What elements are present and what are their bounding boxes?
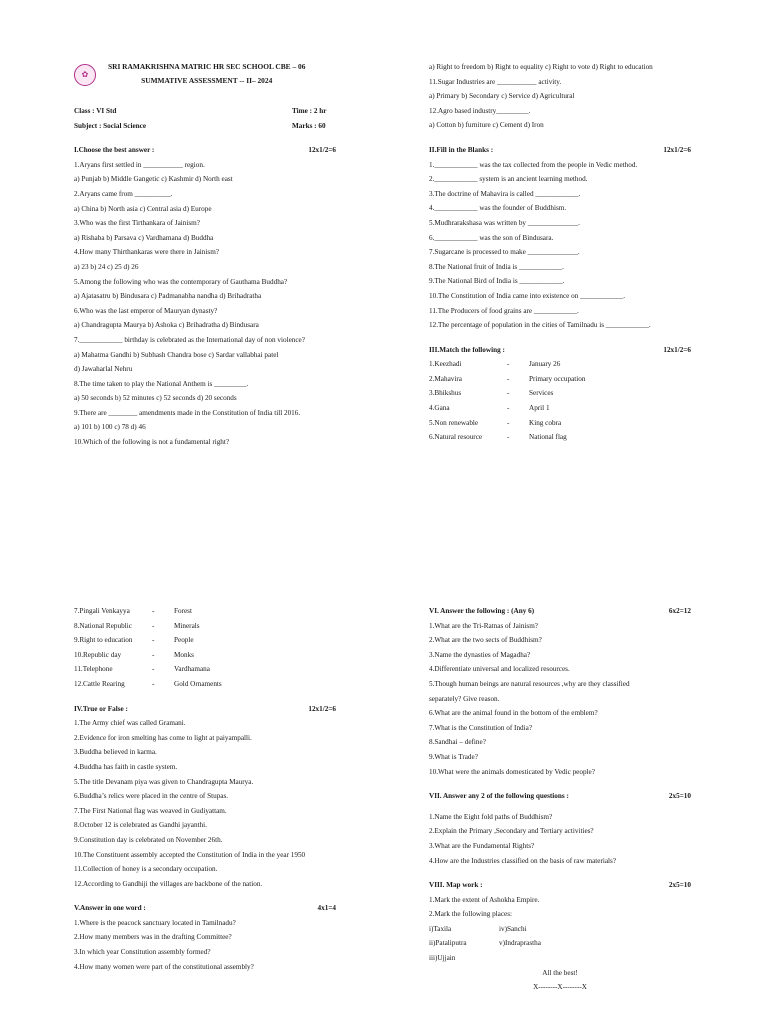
section-4-questions (74, 716, 336, 891)
section-7-title: VII. Answer any 2 of the following questions : (429, 792, 569, 801)
question-line: 3.What are the Fundamental Rights? (429, 841, 535, 850)
question-line: 8.October 12 is celebrated as Gandhi jayanthi. (74, 821, 207, 830)
section-3-title: III.Match the following : (429, 345, 505, 354)
question-line: 9.Constitution day is celebrated on November 26th. (74, 835, 223, 844)
match-row (429, 430, 691, 445)
time-label: Time : 2 hr (292, 107, 327, 115)
page1-left-column (74, 60, 336, 450)
match-row (429, 372, 691, 387)
section-2-header (429, 143, 691, 158)
match-right-item: Gold Ornaments (174, 679, 222, 688)
map-place: i)Taxila (429, 924, 452, 933)
match-dash: - (507, 389, 510, 398)
question-line: 1.Mark the extent of Ashokha Empire. (429, 895, 540, 904)
match-right-item: April 1 (529, 404, 550, 413)
match-row (429, 386, 691, 401)
section-2-title: II.Fill in the Blanks : (429, 145, 494, 154)
match-left-item: 4.Gana (429, 404, 450, 413)
school-header (74, 60, 336, 88)
question-line: a) China b) North asia c) Central asia d) Europe (74, 204, 212, 213)
match-row (74, 662, 336, 677)
match-dash: - (507, 433, 510, 442)
question-line: 12.According to Gandhiji the villages are backbone of the nation. (74, 879, 263, 888)
map-place: iii)Ujjain (429, 954, 456, 963)
section-3-match-table (429, 357, 691, 445)
class-time-row (74, 104, 336, 119)
section-4-marks: 12x1/2=6 (308, 704, 336, 713)
section-7-marks: 2x5=10 (668, 792, 691, 801)
match-right-item: King cobra (529, 418, 562, 427)
match-left-item: 9.Right to education (74, 636, 133, 645)
subject-label: Subject : Social Science (74, 121, 147, 130)
school-name: SRI RAMAKRISHNA MATRIC HR SEC SCHOOL CBE – 06 (108, 62, 306, 71)
question-line: a) 101 b) 100 c) 78 d) 46 (74, 423, 146, 432)
section-4-header (74, 702, 336, 717)
match-left-item: 6.Natural resource (429, 433, 483, 442)
section-4-title: IV.True or False : (74, 704, 128, 713)
section-3-header (429, 343, 691, 358)
page1-right-column (429, 60, 691, 445)
question-line: 10.The Constitution of India came into existence on ____________. (429, 291, 626, 300)
match-row (74, 604, 336, 619)
question-line: 1.Aryans first settled in ___________ region. (74, 160, 205, 169)
question-line: 4.____________ was the founder of Buddhism. (429, 204, 567, 213)
question-line: 10.What were the animals domesticated by Vedic people? (429, 767, 595, 776)
question-line: a) Right to freedom b) Right to equality c) Right to vote d) Right to education (429, 63, 653, 71)
section-5-marks: 4x1=4 (317, 904, 336, 913)
question-line: 9.There are ________ amendments made in the Constitution of India till 2016. (74, 408, 301, 417)
section-5-title: V.Answer in one word : (74, 904, 146, 913)
section-8-header (429, 878, 691, 893)
section-1-title: I.Choose the best answer : (74, 146, 155, 155)
question-line: 7.____________ birthday is celebrated as the International day of non violence? (74, 335, 305, 344)
question-line: 2.Explain the Primary ,Secondary and Tertiary activities? (429, 827, 594, 836)
question-line: 5.The title Devanam piya was given to Chandragupta Maurya. (74, 777, 254, 786)
page2-right-column (429, 604, 691, 995)
marks-label: Marks : 60 (292, 121, 326, 130)
section-6-title: VI. Answer the following : (Any 6) (429, 607, 535, 615)
footer-divider: X--------X--------X (533, 983, 587, 992)
match-left-item: 5.Non renewable (429, 418, 479, 427)
section-8-marks: 2x5=10 (668, 881, 691, 890)
section-5-header (74, 901, 336, 916)
question-line: 6.What are the animal found in the bottom of the emblem? (429, 709, 598, 718)
map-place-row (429, 936, 691, 951)
question-line: 2.How many members was in the drafting Committee? (74, 933, 232, 942)
question-line: 11.Collection of honey is a secondary occupation. (74, 865, 218, 874)
match-left-item: 11.Telephone (74, 665, 113, 674)
question-line: a) Mahatma Gandhi b) Subhash Chandra bose c) Sardar vallabhai patel (74, 350, 279, 359)
match-row (74, 619, 336, 634)
question-line: 6.Buddha’s relics were placed in the centre of Stupas. (74, 792, 229, 801)
question-line: 3.Name the dynasties of Magadha? (429, 650, 531, 659)
question-line: 4.How many Thirthankaras were there in Jainism? (74, 248, 219, 257)
question-line: 11.Sugar Industries are ___________ activity. (429, 77, 562, 86)
question-line: 1.The Army chief was called Gramani. (74, 719, 186, 728)
match-right-item: Vardhamana (174, 665, 210, 674)
question-line: 2.Aryans came from __________. (74, 189, 173, 198)
match-left-item: 12.Cattle Rearing (74, 679, 125, 688)
map-place: ii)Pataliputra (429, 939, 467, 948)
section-1-marks: 12x1/2=6 (308, 146, 336, 155)
question-line: a) 23 b) 24 c) 25 d) 26 (74, 262, 139, 271)
question-line: 4.Buddha has faith in castle system. (74, 762, 178, 771)
question-line: a) Punjab b) Middle Gangetic c) Kashmir d) North east (74, 175, 233, 184)
match-left-item: 2.Mahavira (429, 374, 462, 383)
match-dash: - (507, 360, 510, 369)
question-line: 4.How many women were part of the constitutional assembly? (74, 962, 254, 971)
subject-marks-row (74, 119, 336, 134)
match-right-item: Services (529, 389, 554, 398)
match-right-item: Forest (174, 607, 192, 615)
match-right-item: People (174, 636, 194, 645)
question-line: 4.How are the Industries classified on the basis of raw materials? (429, 856, 617, 865)
question-line: 12.The percentage of population in the cities of Tamilnadu is ____________. (429, 321, 651, 330)
section-8-questions (429, 893, 691, 922)
section-6-questions (429, 619, 691, 780)
question-line: 3.In which year Constitution assembly formed? (74, 948, 211, 957)
match-dash: - (507, 418, 510, 427)
question-line: a) Cotton b) furniture c) Cement d) Iron (429, 121, 544, 130)
closing-message: All the best! (542, 968, 578, 977)
question-line: 1.Name the Eight fold paths of Buddhism? (429, 812, 553, 821)
section-5-questions (74, 916, 336, 974)
question-line: 1.____________ was the tax collected from the people in Vedic method. (429, 160, 638, 169)
map-place: v)Indraprastha (499, 939, 541, 948)
question-line: d) Jawaharlal Nehru (74, 365, 133, 374)
question-line: 1.What are the Tri-Ratnas of Jainism? (429, 621, 538, 630)
question-line: 9.The National Bird of India is ____________. (429, 277, 565, 286)
match-row (429, 357, 691, 372)
question-line: 8.Sandhai – define? (429, 738, 486, 747)
question-line: 9.What is Trade? (429, 752, 478, 761)
question-line: 2.What are the two sects of Buddhism? (429, 636, 542, 645)
section-2-marks: 12x1/2=6 (663, 145, 691, 154)
match-right-item: Monks (174, 650, 194, 659)
question-line: 3.The doctrine of Mahavira is called ____________. (429, 189, 581, 198)
section-2-questions (429, 158, 691, 333)
question-line: 5.Among the following who was the contemporary of Gauthama Buddha? (74, 277, 288, 286)
match-dash: - (152, 621, 155, 630)
question-line: 7.What is the Constitution of India? (429, 723, 533, 732)
question-line: a) Ajatasatru b) Bindusara c) Padmanabha nandha d) Brihadratha (74, 292, 262, 301)
match-row (74, 633, 336, 648)
page2-left-column (74, 604, 336, 974)
map-place: iv)Sanchi (499, 924, 527, 933)
match-right-item: National flag (529, 433, 567, 442)
question-line: a) Rishaba b) Parsava c) Vardhamana d) Buddha (74, 233, 214, 242)
section-7-header (429, 789, 691, 804)
match-dash: - (507, 404, 510, 413)
question-line: 6.____________ was the son of Bindusara. (429, 233, 554, 242)
match-right-item: Minerals (174, 621, 200, 630)
match-dash: - (152, 636, 155, 645)
question-line: 5.Though human beings are natural resources ,why are they classified (429, 679, 630, 688)
section-8-title: VIII. Map work : (429, 881, 483, 890)
section-1-continued (429, 60, 691, 133)
question-line: 8.The National fruit of India is ____________. (429, 262, 564, 271)
match-row (429, 401, 691, 416)
match-left-item: 3.Bhikshus (429, 389, 462, 398)
match-right-item: January 26 (529, 360, 561, 369)
question-line: 6.Who was the last emperor of Mauryan dynasty? (74, 306, 218, 315)
match-dash: - (152, 607, 155, 615)
question-line: 7.The First National flag was weaved in Gudiyattam. (74, 806, 227, 815)
section-3-match-continued (74, 604, 336, 692)
question-line: a) 50 seconds b) 52 minutes c) 52 seconds d) 20 seconds (74, 394, 237, 403)
question-line: 2.Mark the following places: (429, 910, 513, 919)
exam-title: SUMMATIVE ASSESSMENT -- II– 2024 (141, 76, 273, 85)
match-row (74, 677, 336, 692)
question-line: 2.Evidence for iron smelting has come to light at paiyampalli. (74, 733, 252, 742)
map-place-row (429, 922, 691, 937)
map-places-list (429, 922, 691, 966)
question-line: separately? Give reason. (429, 694, 500, 703)
question-line: a) Primary b) Secondary c) Service d) Agricultural (429, 92, 575, 101)
match-left-item: 10.Republic day (74, 650, 122, 659)
question-line: 3.Who was the first Tirthankara of Jainism? (74, 219, 200, 228)
question-line: 5.Mudhrarakshasa was written by ______________. (429, 218, 580, 227)
match-row (74, 648, 336, 663)
question-line: 10.Which of the following is not a fundamental right? (74, 438, 230, 447)
question-line: 3.Buddha believed in karma. (74, 748, 157, 757)
section-1-questions (74, 158, 336, 450)
match-left-item: 8.National Republic (74, 621, 132, 630)
question-line: 11.The Producers of food grains are ____________. (429, 306, 579, 315)
question-line: a) Chandragupta Maurya b) Ashoka c) Brihadratha d) Bindusara (74, 321, 259, 330)
match-dash: - (152, 650, 155, 659)
match-left-item: 7.Pingali Venkayya (74, 607, 130, 615)
match-row (429, 416, 691, 431)
question-line: 1.Where is the peacock sanctuary located in Tamilnadu? (74, 918, 236, 927)
question-line: 2.____________ system is an ancient learning method. (429, 175, 588, 184)
match-dash: - (507, 374, 510, 383)
question-line: 7.Sugarcane is processed to make ______________. (429, 248, 580, 257)
section-1-header (74, 143, 336, 158)
match-dash: - (152, 665, 155, 674)
question-line: 12.Agro based industry_________. (429, 106, 531, 115)
section-6-header (429, 604, 691, 619)
match-right-item: Primary occupation (529, 374, 586, 383)
section-3-marks: 12x1/2=6 (663, 345, 691, 354)
section-6-marks: 6x2=12 (668, 607, 691, 615)
section-7-questions (429, 810, 691, 868)
question-line: 10.The Constituent assembly accepted the Constitution of India in the year 1950 (74, 850, 306, 859)
map-place-row (429, 951, 691, 966)
match-dash: - (152, 679, 155, 688)
question-line: 4.Differentiate universal and localized resources. (429, 665, 570, 674)
class-label: Class : VI Std (74, 107, 117, 115)
question-line: 8.The time taken to play the National Anthem is _________. (74, 379, 249, 388)
school-logo-icon: ✿ (74, 64, 96, 86)
match-left-item: 1.Keezhadi (429, 360, 462, 369)
